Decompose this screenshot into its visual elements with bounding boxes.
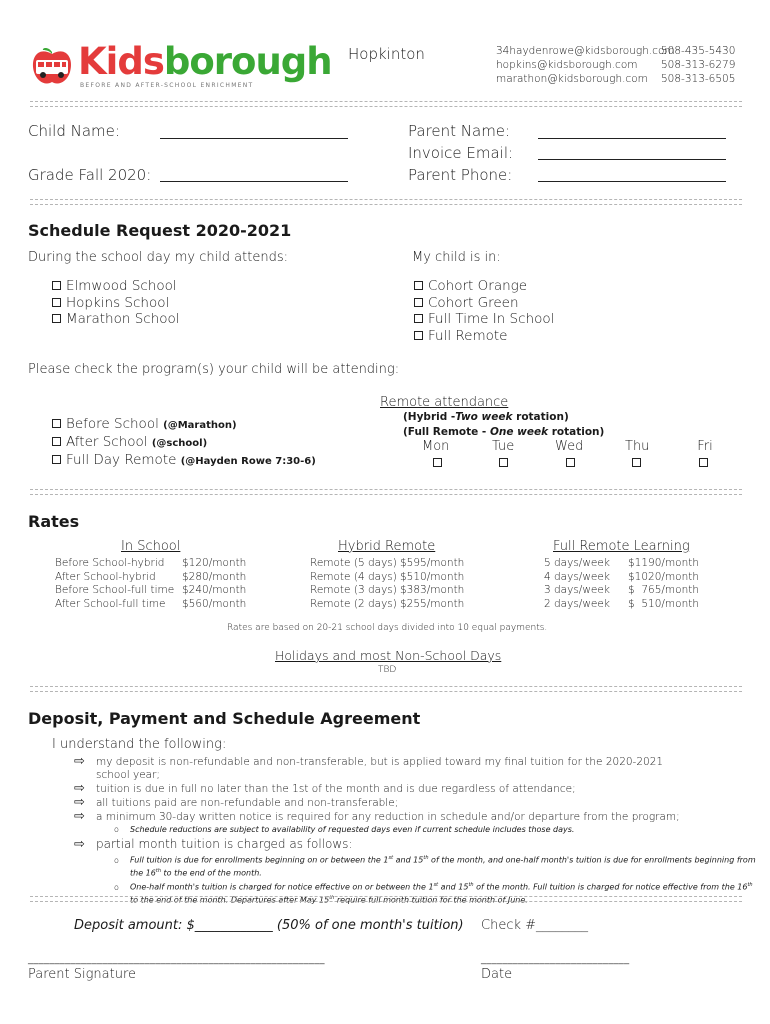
logo [28, 40, 332, 92]
parent-name-field[interactable] [538, 138, 726, 139]
day-fri: Fri [697, 439, 713, 471]
grade-field[interactable] [160, 181, 348, 182]
hybrid-remote-rates [310, 557, 464, 611]
program-before-school[interactable]: Before School (@Marathon) [52, 416, 316, 434]
remote-attendance-title: Remote attendance [380, 395, 509, 410]
arrow-right-icon: ⇨ [74, 809, 85, 824]
divider [30, 686, 742, 692]
agreement-item: ⇨ a minimum 30-day written notice is required for any reduction in schedule and/or departure from the program; [74, 809, 680, 824]
phone-marathon: 508-313-6505 [661, 73, 736, 85]
parent-phone-field[interactable] [538, 181, 726, 182]
brand-borough: borough [163, 40, 332, 83]
checkbox[interactable] [414, 331, 423, 340]
invoice-email-field[interactable] [538, 159, 726, 160]
cohort-options [414, 278, 554, 344]
rate-row: 2 days/week $ 510/month [544, 597, 700, 610]
agreement-subitem-cont: to the end of the month. Departures after May 15th require full month tuition for the month of June. [130, 894, 528, 905]
apple-bus-icon [28, 40, 76, 88]
arrow-right-icon: ⇨ [74, 754, 85, 769]
parent-signature-label: Parent Signature [28, 967, 137, 982]
program-prompt: Please check the program(s) your child will be attending: [28, 362, 400, 377]
grade-label: Grade Fall 2020: [28, 166, 152, 184]
day-checkbox-mon[interactable] [433, 458, 442, 467]
checkbox[interactable] [414, 281, 423, 290]
agreement-subitem-cont: the 16th to the end of the month. [130, 867, 262, 878]
school-option-marathon[interactable]: Marathon School [52, 311, 180, 328]
arrow-right-icon: ⇨ [74, 781, 85, 796]
hybrid-rotation-note: (Hybrid -Two week rotation) [403, 411, 569, 423]
agreement-intro: I understand the following: [52, 737, 227, 752]
phone-hopkins: 508-313-6279 [661, 59, 736, 71]
arrow-right-icon: ⇨ [74, 837, 85, 852]
agreement-item: ⇨ partial month tuition is charged as follows: [74, 837, 353, 852]
checkbox[interactable] [52, 455, 61, 464]
agreement-list [74, 755, 756, 906]
day-thu: Thu [625, 439, 649, 471]
agreement-subitem: o Schedule reductions are subject to availability of requested days even if current schedule includes those days. [114, 825, 575, 834]
email-marathon[interactable]: marathon@kidsborough.com [496, 73, 648, 85]
brand-kids: Kids [78, 40, 164, 83]
rate-row: Remote (5 days) $595/month [310, 557, 465, 569]
divider [30, 199, 742, 205]
rate-row: Before School-hybrid $120/month [55, 557, 247, 569]
parent-name-label: Parent Name: [408, 122, 511, 140]
rate-row: 4 days/week $1020/month [544, 570, 700, 583]
day-checkbox-fri[interactable] [699, 458, 708, 467]
invoice-email-label: Invoice Email: [408, 144, 514, 162]
rate-row: 5 days/week $1190/month [544, 557, 700, 569]
rate-row: Remote (2 days) $255/month [310, 597, 465, 610]
rate-row: Before School-full time $240/month [55, 584, 247, 596]
rate-row: Remote (3 days) $383/month [310, 584, 465, 596]
day-checkbox-thu[interactable] [632, 458, 641, 467]
school-options [52, 278, 180, 328]
checkbox[interactable] [414, 314, 423, 323]
child-name-field[interactable] [160, 138, 348, 139]
day-tue: Tue [492, 439, 514, 471]
rate-row: After School-hybrid $280/month [55, 570, 247, 583]
date-line[interactable]: ____________________________ [481, 954, 630, 965]
email-hopkins[interactable]: hopkins@kidsborough.com [496, 59, 638, 71]
checkbox[interactable] [414, 298, 423, 307]
full-remote-title: Full Remote Learning [553, 539, 690, 554]
date-label: Date [481, 967, 513, 982]
checkbox[interactable] [52, 298, 61, 307]
program-options [52, 416, 316, 470]
email-list [496, 44, 675, 86]
divider [30, 896, 742, 902]
phone-list [661, 44, 735, 86]
in-school-rates [55, 557, 246, 611]
school-prompt: During the school day my child attends: [28, 250, 288, 265]
cohort-option-full-time[interactable]: Full Time In School [414, 311, 554, 328]
school-option-elmwood[interactable]: Elmwood School [52, 278, 180, 295]
full-remote-rotation-note: (Full Remote - One week rotation) [403, 426, 605, 438]
school-option-hopkins[interactable]: Hopkins School [52, 295, 180, 312]
phone-hayden: 508-435-5430 [661, 45, 736, 57]
agreement-subitem: o One-half month's tuition is charged for notice effective on or between the 1st and 15th of the month. Full tuition is charged for notice effective from the 16th [114, 882, 753, 892]
in-school-title: In School [121, 539, 181, 554]
day-checkbox-tue[interactable] [499, 458, 508, 467]
rates-title: Rates [28, 512, 80, 531]
location-label: Hopkinton [348, 45, 425, 63]
rates-note: Rates are based on 20-21 school days divided into 10 equal payments. [227, 623, 548, 633]
day-mon: Mon [422, 439, 449, 471]
checkbox[interactable] [52, 314, 61, 323]
cohort-option-full-remote[interactable]: Full Remote [414, 328, 554, 345]
rate-row: 3 days/week $ 765/month [544, 584, 700, 596]
checkbox[interactable] [52, 419, 61, 428]
email-hayden[interactable]: 34haydenrowe@kidsborough.com [496, 45, 675, 57]
day-wed: Wed [555, 439, 583, 471]
divider [30, 489, 742, 495]
parent-phone-label: Parent Phone: [408, 166, 513, 184]
program-full-day-remote[interactable]: Full Day Remote (@Hayden Rowe 7:30-6) [52, 452, 316, 470]
rate-row: Remote (4 days) $510/month [310, 570, 465, 583]
agreement-title: Deposit, Payment and Schedule Agreement [28, 709, 421, 728]
checkbox[interactable] [52, 437, 61, 446]
hybrid-remote-title: Hybrid Remote [338, 539, 436, 554]
brand-tagline: BEFORE AND AFTER-SCHOOL ENRICHMENT [80, 82, 254, 89]
cohort-option-orange[interactable]: Cohort Orange [414, 278, 554, 295]
cohort-prompt: My child is in: [412, 250, 501, 265]
cohort-option-green[interactable]: Cohort Green [414, 295, 554, 312]
arrow-right-icon: ⇨ [74, 795, 85, 810]
checkbox[interactable] [52, 281, 61, 290]
divider [30, 101, 742, 107]
full-remote-rates [544, 557, 699, 611]
agreement-item-cont: school year; [96, 769, 160, 781]
holidays-value: TBD [378, 665, 397, 675]
program-after-school[interactable]: After School (@school) [52, 434, 316, 452]
agreement-item: ⇨ tuition is due in full no later than the 1st of the month and is due regardless of attendance; [74, 781, 576, 796]
deposit-amount-field[interactable]: Deposit amount: $____________ (50% of one month's tuition) [74, 918, 464, 933]
holidays-title: Holidays and most Non-School Days [275, 648, 502, 663]
agreement-subitem: o Full tuition is due for enrollments beginning on or between the 1st and 15th of the month, and one-half month's tuition is due for enrollments beginning from [114, 855, 756, 865]
agreement-item: ⇨ all tuitions paid are non-refundable and non-transferable; [74, 795, 399, 810]
agreement-item: ⇨ my deposit is non-refundable and non-transferable, but is applied toward my final tuition for the 2020-2021 [74, 754, 664, 769]
child-name-label: Child Name: [28, 122, 120, 140]
day-checkbox-wed[interactable] [566, 458, 575, 467]
check-number-field[interactable]: Check #________ [481, 918, 589, 933]
schedule-title: Schedule Request 2020-2021 [28, 221, 292, 240]
signature-line[interactable]: ________________________________________________________ [28, 954, 325, 965]
rate-row: After School-full time $560/month [55, 597, 247, 610]
